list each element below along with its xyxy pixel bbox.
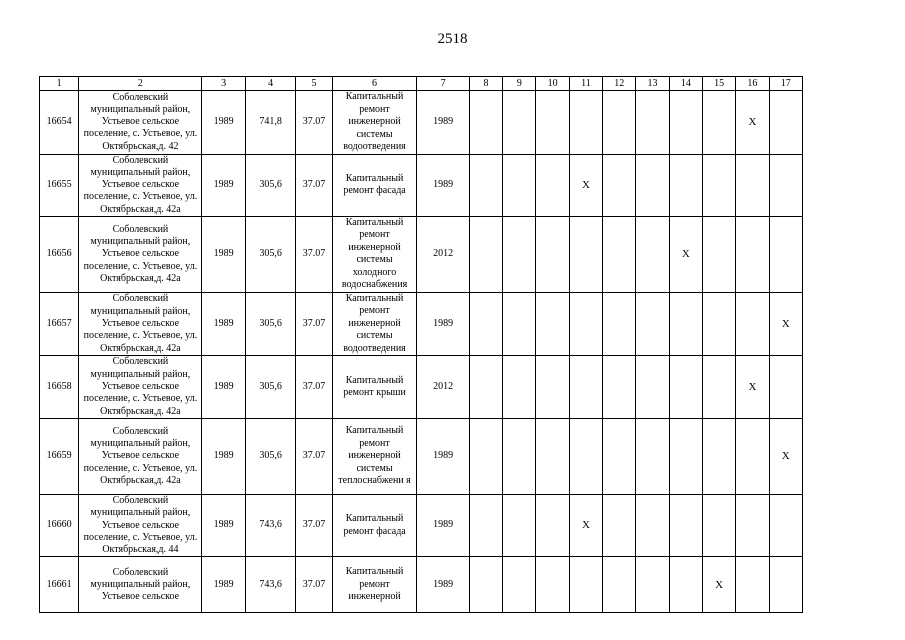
empty-cell (736, 557, 769, 613)
table-row (40, 494, 803, 556)
plan-year-cell: 1989 (417, 91, 469, 155)
empty-cell (669, 91, 702, 155)
column-number-header: 2 (79, 77, 202, 91)
area-cell: 305,6 (245, 154, 295, 216)
plan-year-cell: 1989 (417, 557, 469, 613)
empty-cell (669, 356, 702, 418)
table-row (40, 557, 803, 613)
row-id-cell: 16659 (40, 418, 79, 494)
empty-cell (569, 356, 602, 418)
construction-year-cell: 1989 (202, 418, 245, 494)
address-cell: Соболевский муниципальный район, Устьевое сельское поселение, с. Устьевое, ул. Октябрьская,д. 42а (79, 356, 202, 418)
column-number-header: 5 (296, 77, 332, 91)
row-id-cell: 16660 (40, 494, 79, 556)
empty-cell (669, 557, 702, 613)
column-number-header: 4 (245, 77, 295, 91)
empty-cell (469, 418, 502, 494)
address-cell: Соболевский муниципальный район, Устьевое сельское поселение, с. Устьевое, ул. Октябрьская,д. 42а (79, 292, 202, 356)
empty-cell (702, 356, 735, 418)
empty-cell (769, 154, 802, 216)
empty-cell (536, 154, 569, 216)
work-type-cell: Капитальный ремонт крыши (332, 356, 417, 418)
code-cell: 37.07 (296, 356, 332, 418)
empty-cell (603, 292, 636, 356)
empty-cell (669, 418, 702, 494)
empty-cell (603, 154, 636, 216)
empty-cell (636, 91, 669, 155)
empty-cell (702, 418, 735, 494)
column-number-header: 17 (769, 77, 802, 91)
work-type-cell: Капитальный ремонт инженерной системы теплоснабжени я (332, 418, 417, 494)
empty-cell (769, 557, 802, 613)
repair-schedule-table (39, 76, 803, 613)
row-id-cell: 16661 (40, 557, 79, 613)
column-number-header: 9 (503, 77, 536, 91)
plan-year-cell: 1989 (417, 418, 469, 494)
empty-cell (636, 557, 669, 613)
empty-cell (469, 494, 502, 556)
empty-cell (769, 356, 802, 418)
address-cell: Соболевский муниципальный район, Устьевое сельское поселение, с. Устьевое, ул. Октябрьская,д. 44 (79, 494, 202, 556)
area-cell: 305,6 (245, 418, 295, 494)
empty-cell (603, 494, 636, 556)
empty-cell (469, 356, 502, 418)
address-cell: Соболевский муниципальный район, Устьевое сельское поселение, с. Устьевое, ул. Октябрьская,д. 42а (79, 216, 202, 292)
empty-cell (636, 154, 669, 216)
address-cell: Соболевский муниципальный район, Устьевое сельское поселение, с. Устьевое, ул. Октябрьская,д. 42а (79, 418, 202, 494)
empty-cell (603, 91, 636, 155)
empty-cell (503, 154, 536, 216)
construction-year-cell: 1989 (202, 154, 245, 216)
empty-cell (669, 154, 702, 216)
column-number-header: 1 (40, 77, 79, 91)
area-cell: 741,8 (245, 91, 295, 155)
empty-cell (636, 356, 669, 418)
row-id-cell: 16658 (40, 356, 79, 418)
area-cell: 743,6 (245, 557, 295, 613)
empty-cell (503, 418, 536, 494)
empty-cell (503, 292, 536, 356)
area-cell: 305,6 (245, 356, 295, 418)
column-number-header: 11 (569, 77, 602, 91)
column-number-header: 14 (669, 77, 702, 91)
empty-cell (702, 292, 735, 356)
header-row (40, 77, 803, 91)
construction-year-cell: 1989 (202, 557, 245, 613)
empty-cell (536, 494, 569, 556)
address-cell: Соболевский муниципальный район, Устьевое сельское поселение, с. Устьевое, ул. Октябрьская,д. 42а (79, 154, 202, 216)
column-number-header: 13 (636, 77, 669, 91)
empty-cell (769, 91, 802, 155)
empty-cell (503, 557, 536, 613)
plan-year-cell: 2012 (417, 216, 469, 292)
column-number-header: 3 (202, 77, 245, 91)
table-row (40, 216, 803, 292)
empty-cell (769, 494, 802, 556)
address-cell: Соболевский муниципальный район, Устьевое сельское (79, 557, 202, 613)
table-row (40, 292, 803, 356)
mark-cell: X (769, 292, 802, 356)
work-type-cell: Капитальный ремонт инженерной (332, 557, 417, 613)
construction-year-cell: 1989 (202, 292, 245, 356)
empty-cell (736, 418, 769, 494)
empty-cell (569, 557, 602, 613)
empty-cell (603, 418, 636, 494)
empty-cell (503, 91, 536, 155)
empty-cell (503, 494, 536, 556)
plan-year-cell: 1989 (417, 292, 469, 356)
empty-cell (702, 494, 735, 556)
row-id-cell: 16654 (40, 91, 79, 155)
empty-cell (702, 91, 735, 155)
code-cell: 37.07 (296, 292, 332, 356)
mark-cell: X (736, 91, 769, 155)
column-number-header: 16 (736, 77, 769, 91)
mark-cell: X (702, 557, 735, 613)
code-cell: 37.07 (296, 557, 332, 613)
work-type-cell: Капитальный ремонт инженерной системы водоотведения (332, 91, 417, 155)
table-row (40, 418, 803, 494)
empty-cell (702, 216, 735, 292)
column-number-header: 10 (536, 77, 569, 91)
table-row (40, 91, 803, 155)
plan-year-cell: 1989 (417, 154, 469, 216)
empty-cell (536, 418, 569, 494)
empty-cell (669, 292, 702, 356)
empty-cell (536, 91, 569, 155)
column-number-header: 6 (332, 77, 417, 91)
empty-cell (636, 292, 669, 356)
empty-cell (536, 292, 569, 356)
construction-year-cell: 1989 (202, 356, 245, 418)
area-cell: 743,6 (245, 494, 295, 556)
area-cell: 305,6 (245, 216, 295, 292)
area-cell: 305,6 (245, 292, 295, 356)
empty-cell (536, 216, 569, 292)
work-type-cell: Капитальный ремонт инженерной системы холодного водоснабжения (332, 216, 417, 292)
empty-cell (569, 216, 602, 292)
code-cell: 37.07 (296, 418, 332, 494)
code-cell: 37.07 (296, 154, 332, 216)
plan-year-cell: 2012 (417, 356, 469, 418)
column-number-header: 12 (603, 77, 636, 91)
empty-cell (636, 418, 669, 494)
table-container (39, 76, 803, 640)
construction-year-cell: 1989 (202, 91, 245, 155)
empty-cell (469, 154, 502, 216)
row-id-cell: 16655 (40, 154, 79, 216)
empty-cell (469, 557, 502, 613)
empty-cell (736, 216, 769, 292)
empty-cell (469, 91, 502, 155)
address-cell: Соболевский муниципальный район, Устьевое сельское поселение, с. Устьевое, ул. Октябрьская,д. 42 (79, 91, 202, 155)
work-type-cell: Капитальный ремонт фасада (332, 154, 417, 216)
empty-cell (769, 216, 802, 292)
mark-cell: X (569, 494, 602, 556)
empty-cell (603, 557, 636, 613)
empty-cell (569, 91, 602, 155)
mark-cell: X (769, 418, 802, 494)
row-id-cell: 16657 (40, 292, 79, 356)
empty-cell (503, 216, 536, 292)
empty-cell (469, 292, 502, 356)
row-id-cell: 16656 (40, 216, 79, 292)
empty-cell (736, 292, 769, 356)
mark-cell: X (736, 356, 769, 418)
construction-year-cell: 1989 (202, 216, 245, 292)
empty-cell (736, 154, 769, 216)
table-row (40, 154, 803, 216)
empty-cell (536, 557, 569, 613)
empty-cell (636, 494, 669, 556)
empty-cell (636, 216, 669, 292)
mark-cell: X (569, 154, 602, 216)
mark-cell: X (669, 216, 702, 292)
code-cell: 37.07 (296, 494, 332, 556)
work-type-cell: Капитальный ремонт фасада (332, 494, 417, 556)
work-type-cell: Капитальный ремонт инженерной системы водоотведения (332, 292, 417, 356)
empty-cell (669, 494, 702, 556)
column-number-header: 8 (469, 77, 502, 91)
code-cell: 37.07 (296, 216, 332, 292)
construction-year-cell: 1989 (202, 494, 245, 556)
empty-cell (603, 356, 636, 418)
page-number: 2518 (437, 31, 468, 47)
empty-cell (503, 356, 536, 418)
column-number-header: 15 (702, 77, 735, 91)
code-cell: 37.07 (296, 91, 332, 155)
table-row (40, 356, 803, 418)
plan-year-cell: 1989 (417, 494, 469, 556)
empty-cell (569, 292, 602, 356)
empty-cell (702, 154, 735, 216)
empty-cell (569, 418, 602, 494)
column-number-header: 7 (417, 77, 469, 91)
empty-cell (536, 356, 569, 418)
empty-cell (469, 216, 502, 292)
empty-cell (736, 494, 769, 556)
empty-cell (603, 216, 636, 292)
